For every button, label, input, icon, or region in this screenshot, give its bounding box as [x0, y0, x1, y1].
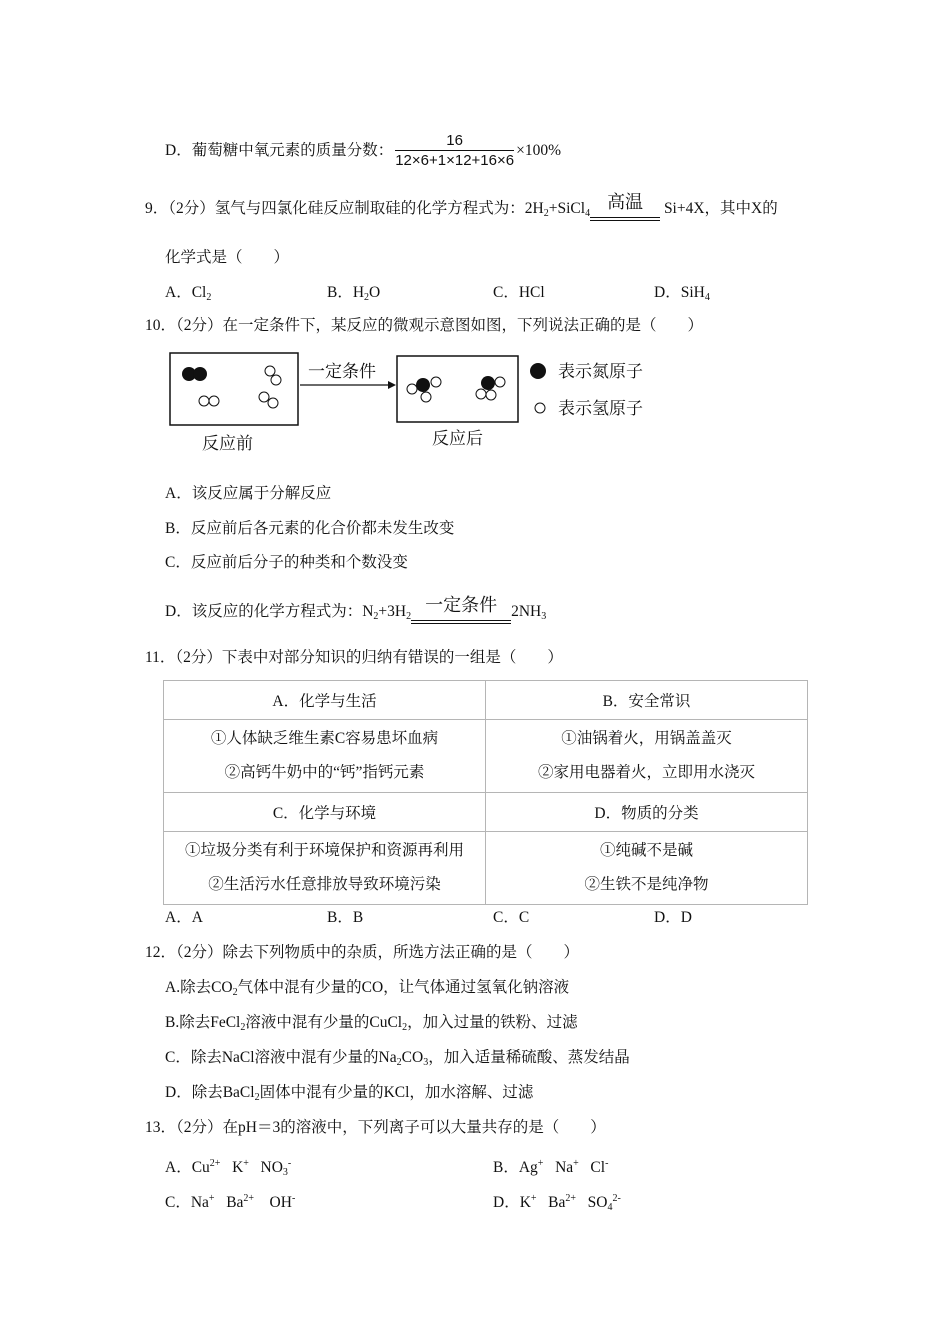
- before-box: [170, 353, 298, 425]
- h-atom: [407, 384, 417, 394]
- table-cell-d: ①纯碱不是碱 ②生铁不是纯净物: [486, 832, 808, 905]
- legend-n-label: 表示氮原子: [558, 362, 643, 381]
- q12-option-c: C．除去NaCl溶液中混有少量的$Na_2CO_3$，加入适量稀硫酸、蒸发结晶: [165, 1049, 630, 1068]
- h-atom: [476, 389, 486, 399]
- q8d-suffix: ×100%: [516, 142, 561, 159]
- q9-text-b: +SiCl: [548, 200, 586, 217]
- q10-stem: 10．（2分）在一定条件下，某反应的微观示意图如图，下列说法正确的是（ ）: [145, 317, 704, 334]
- h-atom: [431, 377, 441, 387]
- q9-option-c: C．HCl: [493, 284, 545, 301]
- q10-option-a: A．该反应属于分解反应: [165, 485, 332, 502]
- q12-stem: 12．（2分）除去下列物质中的杂质，所选方法正确的是（ ）: [145, 944, 580, 961]
- q9-option-b: B．$H_2O$: [327, 284, 381, 303]
- arrow-head: [388, 381, 396, 389]
- q13-option-b: B．Ag+ Na+ Cl-: [493, 1158, 609, 1176]
- q13-option-d: D．K+ $Ba^{2+}$ $SO_4^{2-}$: [493, 1193, 621, 1213]
- q11-stem: 11．（2分）下表中对部分知识的归纳有错误的一组是（ ）: [145, 649, 563, 666]
- legend-n-swatch: [530, 363, 546, 379]
- table-head-a: A．化学与生活: [164, 681, 486, 720]
- q11-option-c: C．C: [493, 909, 530, 926]
- q8-option-d: [165, 132, 561, 170]
- q9-option-a: A．$Cl_2$: [165, 284, 212, 303]
- q12-option-b: B.除去FeCl$_2$溶液中混有少量的CuCl$_2$，加入过量的铁粉、过滤: [165, 1014, 578, 1033]
- h2-atom: [209, 396, 219, 406]
- h2-atom: [259, 392, 269, 402]
- h-atom: [421, 392, 431, 402]
- q9-text-c: Si+4X，其中X的: [663, 200, 778, 217]
- q8d-fraction: [395, 132, 514, 170]
- q8d-prefix: D．葡萄糖中氧元素的质量分数：: [165, 142, 394, 159]
- table-head-b: B．安全常识: [486, 681, 808, 720]
- n-atom: [416, 378, 430, 392]
- q10d-reaction-condition: 一定条件: [411, 607, 511, 627]
- n-atom: [481, 376, 495, 390]
- table-cell-b: ①油锅着火，用锅盖盖灭 ②家用电器着火，立即用水浇灭: [486, 720, 808, 793]
- q12-option-a: A.除去$CO_2$气体中混有少量的CO，让气体通过氢氧化钠溶液: [165, 979, 570, 998]
- arrow-label: 一定条件: [308, 362, 376, 381]
- legend-h-label: 表示氢原子: [558, 399, 643, 418]
- q13-stem: 13．（2分）在pH＝3的溶液中，下列离子可以大量共存的是（ ）: [145, 1119, 606, 1136]
- q10-option-d: D．该反应的化学方程式为：$N_2+3H_2$ 一定条件 $2NH_3$: [165, 602, 546, 627]
- q9-reaction-condition: [590, 192, 660, 224]
- h-atom: [495, 377, 505, 387]
- q13-option-a: A．$Cu^{2+}$ K+ $NO_3^-$: [165, 1158, 292, 1178]
- q11-option-b: B．B: [327, 909, 364, 926]
- h2-atom: [199, 396, 209, 406]
- q11-option-a: A．A: [165, 909, 203, 926]
- q10-option-b: B．反应前后各元素的化合价都未发生改变: [165, 520, 455, 537]
- after-label: 反应后: [432, 429, 483, 448]
- h2-atom: [265, 366, 275, 376]
- table-cell-c: ①垃圾分类有利于环境保护和资源再利用 ②生活污水任意排放导致环境污染: [164, 832, 486, 905]
- q11-option-d: D．D: [654, 909, 692, 926]
- q9-score: （2分）: [168, 200, 215, 217]
- q13-option-c: C．Na+ $Ba^{2+}$ OH-: [165, 1193, 296, 1211]
- n2-atom: [193, 367, 207, 381]
- q11-knowledge-table: [163, 680, 808, 905]
- table-head-c: C．化学与环境: [164, 793, 486, 832]
- table-cell-a: ①人体缺乏维生素C容易患坏血病 ②高钙牛奶中的“钙”指钙元素: [164, 720, 486, 793]
- table-head-d: D．物质的分类: [486, 793, 808, 832]
- q10-option-c: C．反应前后分子的种类和个数没变: [165, 554, 408, 571]
- q9-num: 9．: [145, 200, 169, 217]
- h-atom: [486, 390, 496, 400]
- before-label: 反应前: [202, 434, 253, 453]
- h2-atom: [268, 398, 278, 408]
- legend-h-swatch: [535, 403, 545, 413]
- q9-option-d: D．SiH$_4$: [654, 284, 710, 303]
- q12-option-d: D．除去BaCl$_2$固体中混有少量的KCl，加水溶解、过滤: [165, 1084, 534, 1103]
- q9-condition-text: 高温: [607, 192, 644, 212]
- q9-stem: 9．（2分）氢气与四氯化硅反应制取硅的化学方程式为：$2H_2+SiCl_4$ 高温 Si+4X，其中X的: [145, 199, 778, 224]
- q9-line2: 化学式是（ ）: [165, 249, 290, 266]
- q10-micro-diagram: [160, 345, 660, 460]
- q9-text-a: 氢气与四氯化硅反应制取硅的化学方程式为：2H: [214, 200, 544, 217]
- q8d-frac-numerator: 16: [395, 132, 514, 151]
- h2-atom: [271, 375, 281, 385]
- q8d-frac-denominator: 12×6+1×12+16×6: [395, 152, 515, 169]
